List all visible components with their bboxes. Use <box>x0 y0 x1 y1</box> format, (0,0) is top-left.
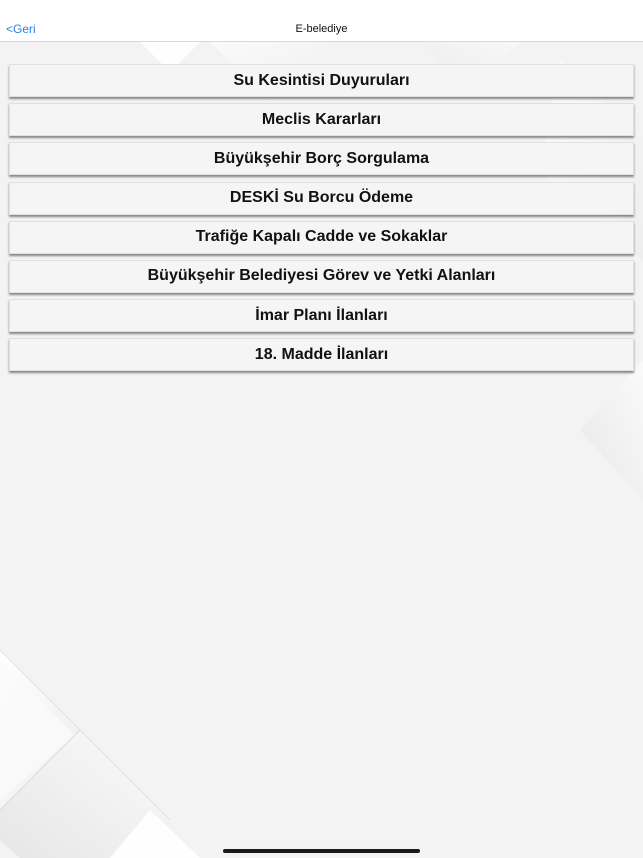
menu-item-label: Su Kesintisi Duyuruları <box>233 71 410 89</box>
menu-item-meclis-kararlari[interactable] <box>9 103 634 136</box>
menu-item-label: Büyükşehir Borç Sorgulama <box>213 149 430 167</box>
menu-item-imar-plani-ilanlari[interactable] <box>9 299 634 332</box>
menu-item-buyuksehir-borc-sorgulama[interactable] <box>9 142 634 175</box>
home-indicator[interactable] <box>223 849 420 853</box>
menu-item-gorev-ve-yetki-alanlari[interactable] <box>9 260 634 293</box>
menu-item-label: Trafiğe Kapalı Cadde ve Sokaklar <box>195 228 448 246</box>
navigation-bar <box>0 0 643 42</box>
menu-item-label: Meclis Kararları <box>261 110 382 128</box>
menu-item-label: Büyükşehir Belediyesi Görev ve Yetki Alanları <box>147 267 496 285</box>
menu-item-18-madde-ilanlari[interactable] <box>9 338 634 371</box>
back-button[interactable]: <Geri <box>6 22 36 36</box>
menu-item-label: İmar Planı İlanları <box>255 306 388 324</box>
menu-item-su-kesintisi-duyurulari[interactable] <box>9 64 634 97</box>
menu-item-deski-su-borcu-odeme[interactable] <box>9 182 634 215</box>
menu-item-label: DESKİ Su Borcu Ödeme <box>229 189 414 207</box>
menu-item-trafige-kapali-cadde-ve-sokaklar[interactable] <box>9 221 634 254</box>
page-title: E-belediye <box>295 23 348 35</box>
menu-list <box>9 64 634 378</box>
menu-item-label: 18. Madde İlanları <box>254 345 389 363</box>
